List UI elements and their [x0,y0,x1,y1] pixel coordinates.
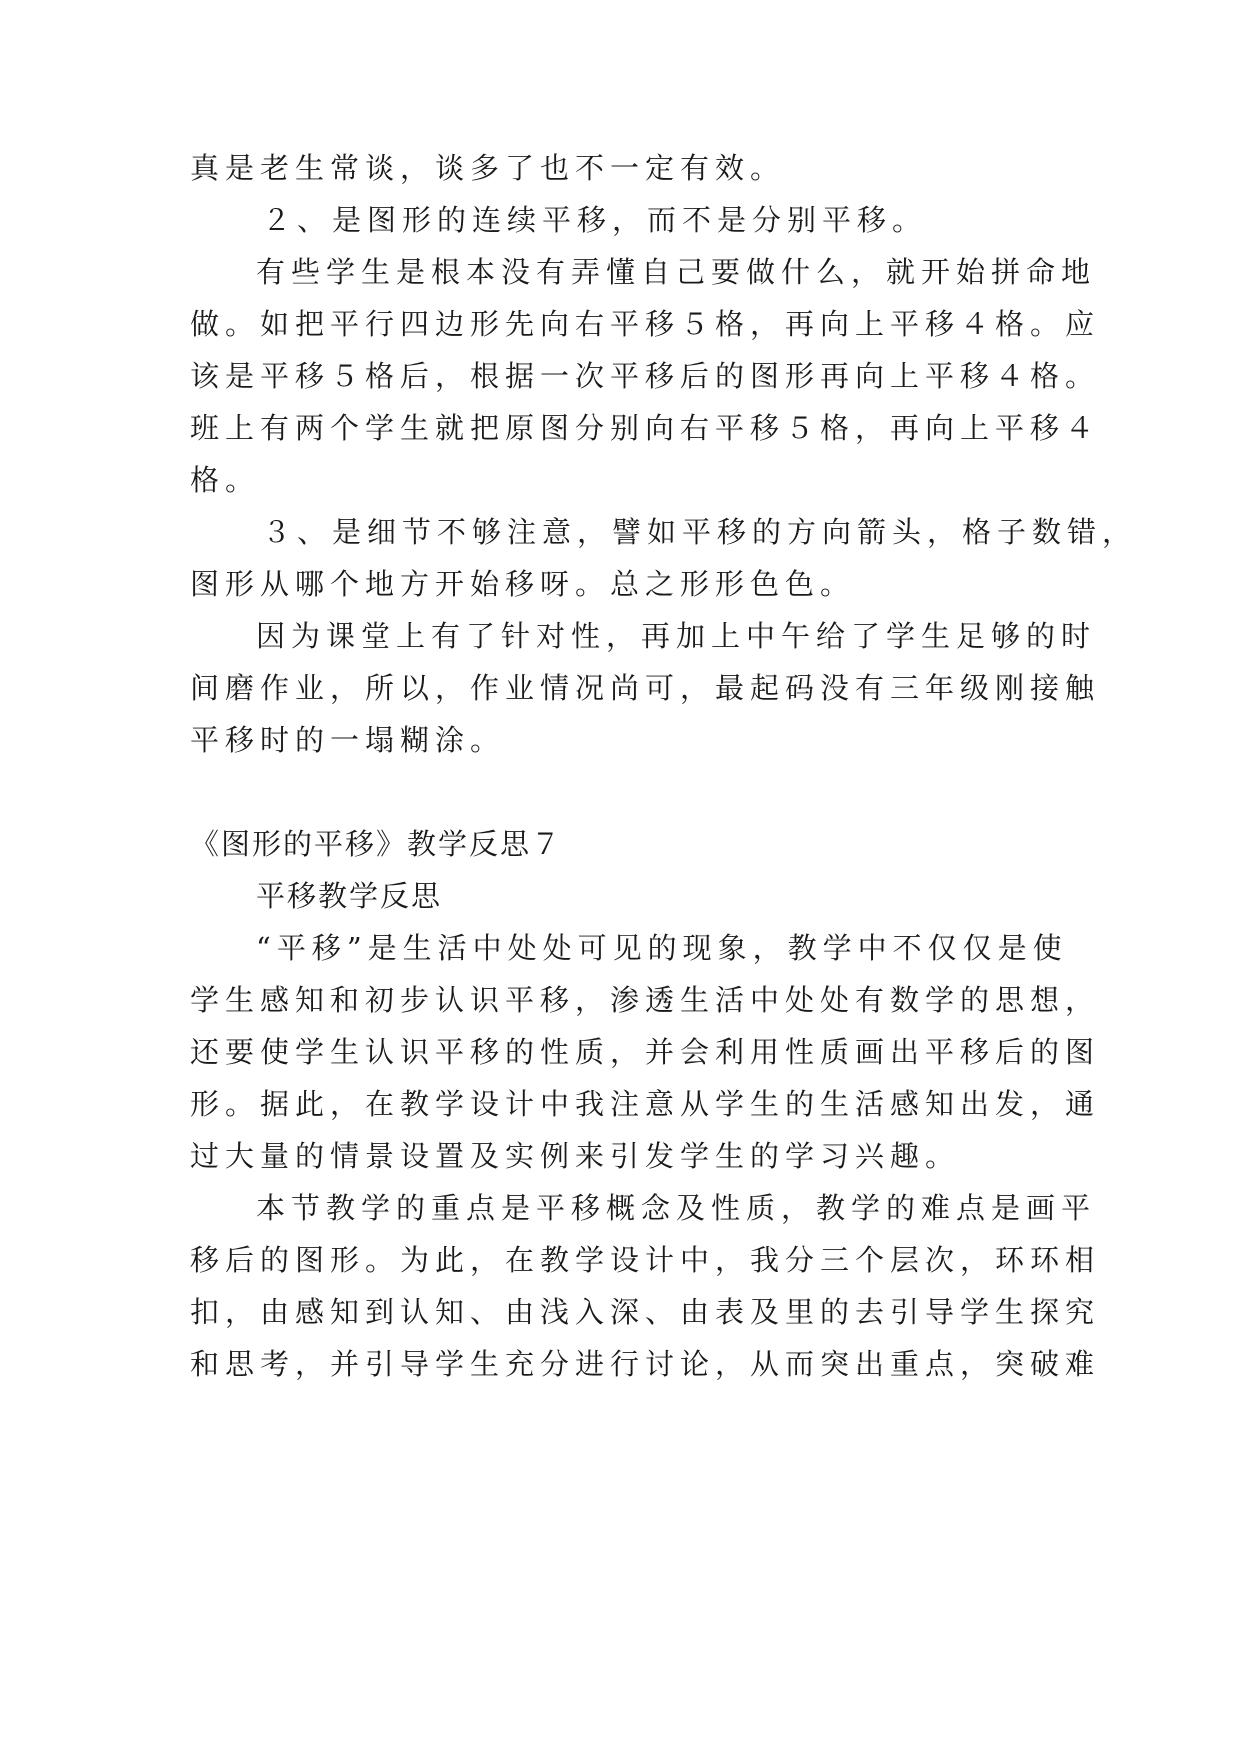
text-line: 格。 [190,463,261,497]
text-line: 因为课堂上有了针对性，再加上中午给了学生足够的时 [256,619,1097,653]
text-line: 和思考，并引导学生充分进行讨论，从而突出重点，突破难 [190,1347,1101,1381]
text-line: 扣，由感知到认知、由浅入深、由表及里的去引导学生探究 [190,1295,1101,1329]
text-line: 本节教学的重点是平移概念及性质，教学的难点是画平 [256,1191,1097,1225]
text-line: 过大量的情景设置及实例来引发学生的学习兴趣。 [190,1139,961,1173]
text-line: 有些学生是根本没有弄懂自己要做什么，就开始拼命地 [256,255,1097,289]
section-title: 《图形的平移》教学反思７ [190,827,563,861]
subsection-title: 平移教学反思 [256,879,443,913]
text-line: 平移时的一塌糊涂。 [190,723,506,757]
text-line: 间磨作业，所以，作业情况尚可，最起码没有三年级刚接触 [190,671,1101,705]
text-line: 移后的图形。为此，在教学设计中，我分三个层次，环环相 [190,1243,1101,1277]
text-line: ２、是图形的连续平移，而不是分别平移。 [262,203,928,237]
text-line: 班上有两个学生就把原图分别向右平移５格，再向上平移４ [190,411,1101,445]
text-line: 真是老生常谈，谈多了也不一定有效。 [190,151,786,185]
text-line: “平移”是生活中处处可见的现象，教学中不仅仅是使 [256,931,1068,965]
text-line: ３、是细节不够注意，譬如平移的方向箭头，格子数错， [262,515,1138,549]
text-line: 学生感知和初步认识平移，渗透生活中处处有数学的思想， [190,983,1101,1017]
text-line: 图形从哪个地方开始移呀。总之形形色色。 [190,567,856,601]
text-line: 形。据此，在教学设计中我注意从学生的生活感知出发，通 [190,1087,1101,1121]
text-line: 还要使学生认识平移的性质，并会利用性质画出平移后的图 [190,1035,1101,1069]
text-line: 做。如把平行四边形先向右平移５格，再向上平移４格。应 [190,307,1101,341]
text-line: 该是平移５格后，根据一次平移后的图形再向上平移４格。 [190,359,1101,393]
